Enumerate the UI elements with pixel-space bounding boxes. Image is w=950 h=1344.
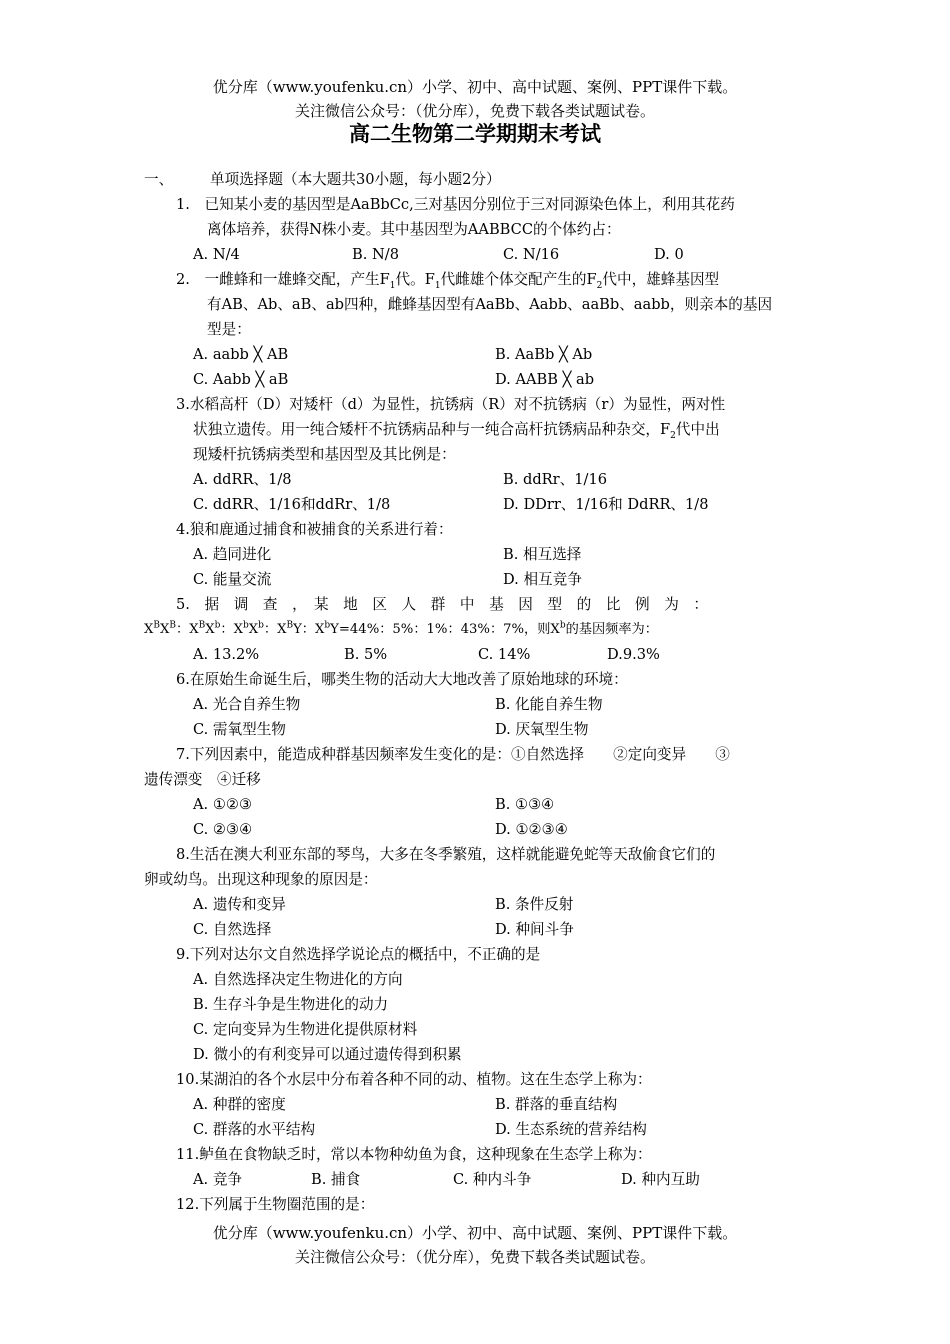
q3-option-b: B. ddRr、1/16 xyxy=(503,471,608,488)
q7-option-b: B. ①③④ xyxy=(495,796,555,813)
q8-stem-line-1: 8.生活在澳大利亚东部的琴鸟，大多在冬季繁殖，这样就能避免蛇等天敌偷食它们的 xyxy=(176,846,716,863)
q9-option-d: D. 微小的有利变异可以通过遗传得到积累 xyxy=(193,1046,462,1063)
q7-option-a: A. ①②③ xyxy=(193,796,253,813)
q3-option-c: C. ddRR、1/16和ddRr、1/8 xyxy=(193,496,391,513)
q8-stem-line-2: 卵或幼鸟。出现这种现象的原因是： xyxy=(144,871,378,888)
q3-option-d: D. DDrr、1/16和 DdRR、1/8 xyxy=(503,496,709,513)
q1-option-c: C. N/16 xyxy=(503,246,560,263)
q1-stem-line-2: 离体培养，获得N株小麦。其中基因型为AABBCC的个体约占： xyxy=(207,221,621,238)
q10-option-b: B. 群落的垂直结构 xyxy=(495,1096,618,1113)
q3-stem-line-2: 状独立遗传。用一纯合矮杆不抗锈病品种与一纯合高杆抗锈病品种杂交，$F_2$代中出 xyxy=(193,421,720,441)
q9-option-a: A. 自然选择决定生物进化的方向 xyxy=(193,971,403,988)
q12-stem: 12.下列属于生物圈范围的是： xyxy=(176,1196,375,1213)
q4-option-d: D. 相互竞争 xyxy=(503,571,582,588)
q8-option-c: C. 自然选择 xyxy=(193,921,272,938)
q7-option-c: C. ②③④ xyxy=(193,821,253,838)
q11-option-a: A. 竞争 xyxy=(193,1171,243,1188)
q2-option-d: D. AABB ╳ ab xyxy=(495,371,595,388)
q1-option-d: D. 0 xyxy=(654,246,684,263)
section-label: 单项选择题（本大题共30小题，每小题2分） xyxy=(210,171,501,188)
q11-stem: 11.鲈鱼在食物缺乏时，常以本物种幼鱼为食，这种现象在生态学上称为： xyxy=(176,1146,652,1163)
q7-stem-line-2: 遗传漂变 ④迁移 xyxy=(144,771,261,788)
q5-option-b: B. 5% xyxy=(344,646,388,663)
q3-stem-line-3: 现矮杆抗锈病类型和基因型及其比例是： xyxy=(193,446,456,463)
q2-stem-line-3: 型是： xyxy=(207,321,251,338)
q11-option-d: D. 种内互助 xyxy=(621,1171,700,1188)
footer-line-2: 关注微信公众号：（优分库），免费下载各类试题试卷。 xyxy=(294,1248,655,1266)
q7-stem-line-1: 7.下列因素中，能造成种群基因频率发生变化的是：①自然选择 ②定向变异 ③ xyxy=(176,746,730,763)
q8-option-a: A. 遗传和变异 xyxy=(193,896,286,913)
q8-option-b: B. 条件反射 xyxy=(495,896,574,913)
q4-option-b: B. 相互选择 xyxy=(503,546,582,563)
q2-stem-line-1: 2. 一雌蜂和一雄蜂交配，产生$F_1$代。$F_1$代雌雄个体交配产生的$F_2$代中，雄蜂基因型 xyxy=(176,271,720,291)
q6-option-a: A. 光合自养生物 xyxy=(193,696,301,713)
q7-option-d: D. ①②③④ xyxy=(495,821,568,838)
q3-option-a: A. ddRR、1/8 xyxy=(193,471,292,488)
q10-stem: 10.某湖泊的各个水层中分布着各种不同的动、植物。这在生态学上称为： xyxy=(176,1071,652,1088)
q1-stem-line-1: 1. 已知某小麦的基因型是AaBbCc,三对基因分别位于三对同源染色体上，利用其花药 xyxy=(176,196,735,213)
q4-stem: 4.狼和鹿通过捕食和被捕食的关系进行着： xyxy=(176,521,453,538)
q6-stem: 6.在原始生命诞生后，哪类生物的活动大大地改善了原始地球的环境： xyxy=(176,671,628,688)
q11-option-b: B. 捕食 xyxy=(311,1171,361,1188)
q5-option-d: D.9.3% xyxy=(607,646,660,663)
q3-stem-line-1: 3.水稻高杆（D）对矮杆（d）为显性，抗锈病（R）对不抗锈病（r）为显性，两对性 xyxy=(176,396,726,413)
section-number: 一、 xyxy=(144,171,174,188)
q10-option-c: C. 群落的水平结构 xyxy=(193,1121,316,1138)
q5-option-a: A. 13.2% xyxy=(193,646,260,663)
q6-option-c: C. 需氧型生物 xyxy=(193,721,286,738)
page-title: 高二生物第二学期期末考试 xyxy=(349,122,601,146)
q2-option-b: B. AaBb ╳ Ab xyxy=(495,346,593,363)
q6-option-b: B. 化能自养生物 xyxy=(495,696,603,713)
header-line-1: 优分库（www.youfenku.cn）小学、初中、高中试题、案例、PPT课件下载。 xyxy=(212,78,738,96)
q6-option-d: D. 厌氧型生物 xyxy=(495,721,589,738)
q11-option-c: C. 种内斗争 xyxy=(453,1171,532,1188)
q5-stem-line-1: 5. 据 调 查 ， 某 地 区 人 群 中 基 因 型 的 比 例 为 ： xyxy=(176,596,709,613)
q4-option-c: C. 能量交流 xyxy=(193,571,272,588)
q9-option-c: C. 定向变异为生物进化提供原材料 xyxy=(193,1021,418,1038)
q9-stem: 9.下列对达尔文自然选择学说论点的概括中，不正确的是 xyxy=(176,946,541,963)
q2-option-c: C. Aabb ╳ aB xyxy=(193,371,289,388)
q1-option-b: B. N/8 xyxy=(352,246,399,263)
q2-stem-line-2: 有AB、Ab、aB、ab四种，雌蜂基因型有AaBb、Aabb、aaBb、aabb，则亲本的基因 xyxy=(207,296,773,313)
q4-option-a: A. 趋同进化 xyxy=(193,546,272,563)
header-line-2: 关注微信公众号：（优分库），免费下载各类试题试卷。 xyxy=(294,102,655,120)
q10-option-d: D. 生态系统的营养结构 xyxy=(495,1121,647,1138)
q5-option-c: C. 14% xyxy=(478,646,531,663)
q9-option-b: B. 生存斗争是生物进化的动力 xyxy=(193,996,389,1013)
q1-option-a: A. N/4 xyxy=(193,246,240,263)
footer-line-1: 优分库（www.youfenku.cn）小学、初中、高中试题、案例、PPT课件下载。 xyxy=(212,1224,738,1242)
q8-option-d: D. 种间斗争 xyxy=(495,921,574,938)
q5-stem-line-2: $X^BX^B$：$X^BX^b$：$X^bX^b$：$X^BY$：$X^bY=44\%$：5%：1%：43%：7%，则$X^b$的基因频率为： xyxy=(144,620,658,637)
q10-option-a: A. 种群的密度 xyxy=(193,1096,286,1113)
q2-option-a: A. aabb ╳ AB xyxy=(193,346,289,363)
